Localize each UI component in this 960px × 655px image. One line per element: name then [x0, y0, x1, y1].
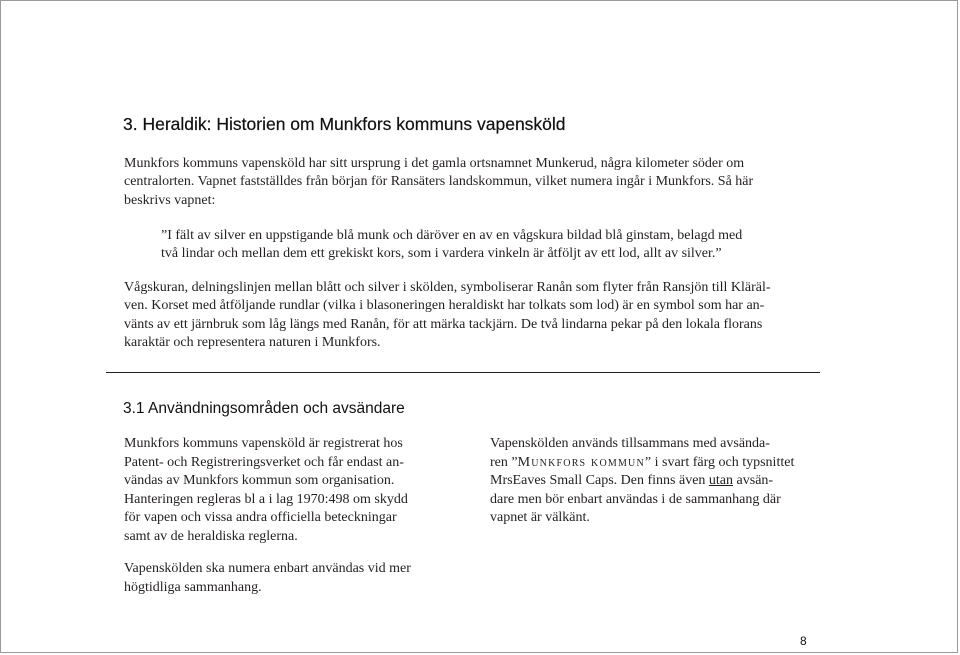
- subsection-heading: 3.1 Användningsområden och avsändare: [123, 400, 405, 417]
- right-col-line: vapnet är välkänt.: [490, 510, 590, 526]
- left-column-paragraph: [124, 435, 436, 547]
- right-col-text: MrsEaves Small Caps. Den finns även: [490, 473, 709, 489]
- right-col-line: [490, 454, 802, 473]
- underlined-word: utan: [708, 473, 734, 489]
- section-heading: 3. Heraldik: Historien om Munkfors kommuns vapensköld: [123, 114, 566, 134]
- right-col-text: ren ”: [490, 454, 518, 470]
- body-line: Vågskuran, delningslinjen mellan blått och silver i skölden, symboliserar Ranån som flyter från Ransjön till Kläräl-: [124, 280, 771, 295]
- left-column-note: Vapenskölden ska numera enbart användas vid mer högtidliga sammanhang.: [124, 561, 411, 595]
- left-col-line: samt av de heraldiska reglerna.: [124, 528, 298, 544]
- quote-line: ”I fält av silver en uppstigande blå munk och däröver en av en vågskura bildad blå ginstam, belagd med: [161, 228, 743, 243]
- intro-line: beskrivs vapnet:: [124, 192, 216, 208]
- left-col-line: Hanteringen regleras bl a i lag 1970:498 om skydd: [124, 491, 408, 507]
- intro-line: Munkfors kommuns vapensköld har sitt ursprung i det gamla ortsnamnet Munkerud, några kilometer söder om: [124, 156, 745, 171]
- intro-line: centralorten. Vapnet fastställdes från början för Ransäters landskommun, vilket numera ingår i Munkfors. Så här: [124, 174, 754, 190]
- body-line: vänts av ett järnbruk som låg längs med Ranån, för att märka tackjärn. De två lindarna pekar på den lokala florans: [124, 316, 763, 332]
- body-line: karaktär och representera naturen i Munkfors.: [124, 334, 381, 350]
- right-col-line: dare men bör enbart användas i de sammanhang där: [490, 491, 781, 507]
- body-line: ven. Korset med åtföljande rundlar (vilka i blasoneringen heraldiskt har tolkats som lod) är en symbol som har an-: [124, 298, 765, 314]
- left-col-line: vändas av Munkfors kommun som organisation.: [124, 473, 395, 489]
- page-number: 8: [800, 634, 807, 648]
- right-col-text: avsän-: [733, 473, 774, 489]
- section-divider: [106, 372, 820, 373]
- symbolism-paragraph: [124, 279, 814, 352]
- intro-paragraph: [124, 155, 814, 210]
- left-col-line: för vapen och vissa andra officiella beteckningar: [124, 510, 397, 526]
- right-column-paragraph: [490, 435, 802, 528]
- right-col-line: Vapenskölden används tillsammans med avsända-: [490, 436, 770, 451]
- quote-line: två lindar och mellan dem ett grekiskt kors, som i vardera vinkeln är åtföljt av ett lod, allt av silver.”: [161, 246, 722, 262]
- right-col-text: ” i svart färg och typsnittet: [644, 454, 795, 470]
- blazon-quote: [161, 227, 811, 264]
- left-col-line: Patent- och Registreringsverket och får endast an-: [124, 454, 404, 470]
- left-col-line: Munkfors kommuns vapensköld är registrerat hos: [124, 436, 403, 451]
- right-col-line: [490, 472, 802, 491]
- sender-name-smallcaps: Munkfors kommun: [517, 454, 645, 470]
